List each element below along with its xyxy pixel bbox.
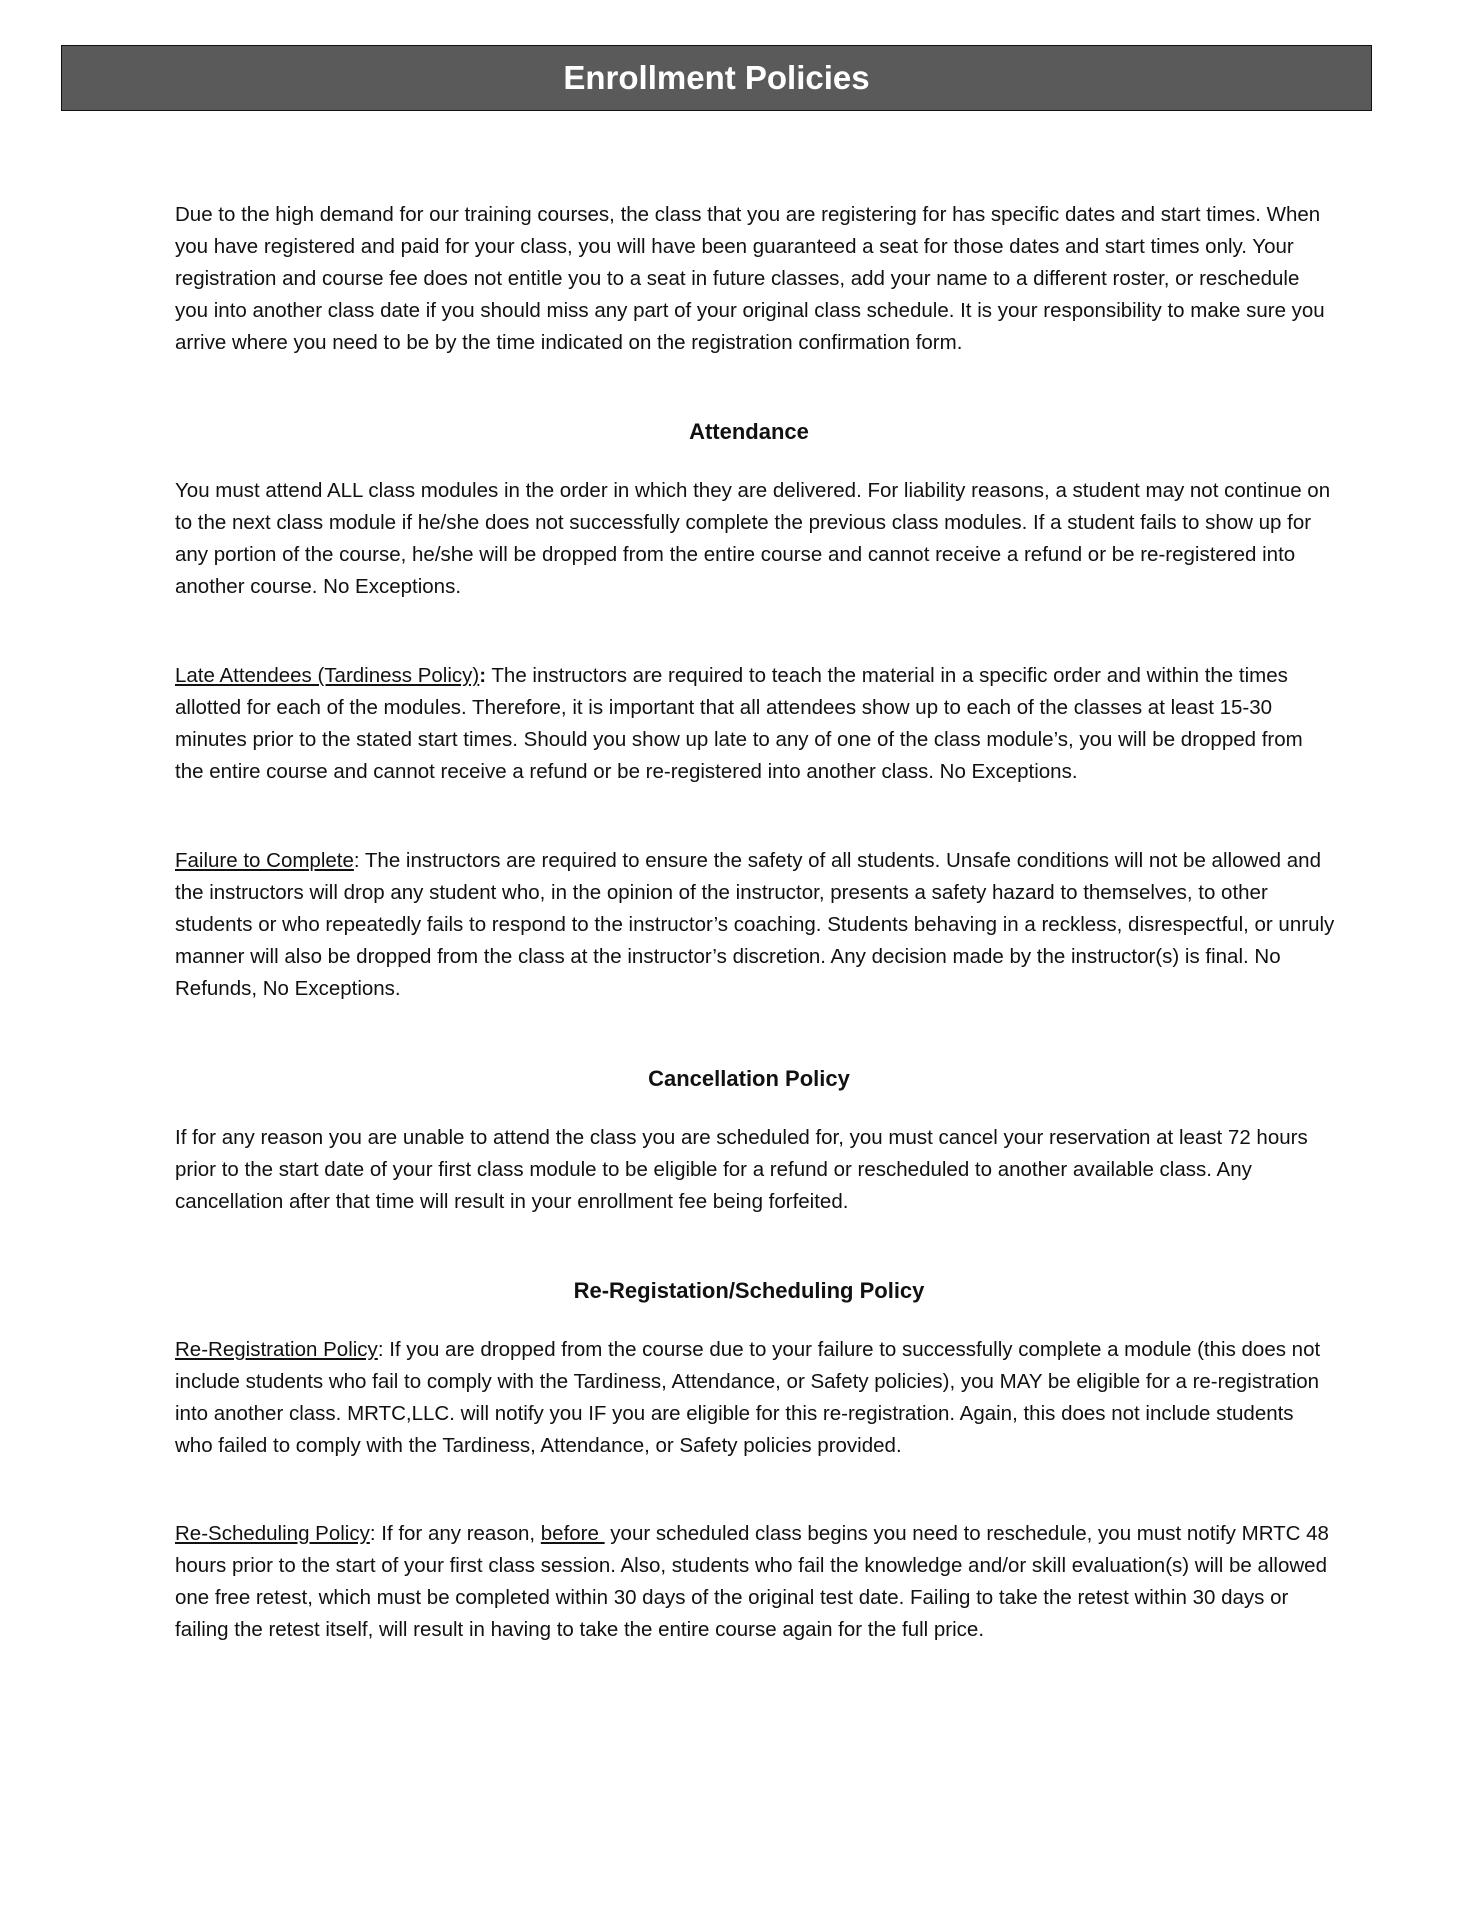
page-title: Enrollment Policies	[563, 59, 870, 96]
title-banner	[61, 45, 1372, 111]
rescheduling-text-2: your scheduled class begins you need to reschedule, you must notify MRTC 48 hours prior to the start of your first class session. Also, students who fail the knowledge and/or skill evaluation(s) will be allowed one free retest, which must be completed within 30 days of the original test date. Failing to take the retest within 30 days or failing the retest itself, will result in having to take the entire course again for the full price.	[175, 1522, 1329, 1641]
colon: :	[479, 664, 487, 687]
cancellation-paragraph: If for any reason you are unable to attend the class you are scheduled for, you must cancel your reservation at least 72 hours prior to the start date of your first class module to be eligible for a refund or rescheduled to another available class. Any cancellation after that time will result in your enrollment fee being forfeited.	[175, 1126, 1308, 1213]
rescheduling-paragraph	[175, 1518, 1335, 1646]
rescheduling-text-1: : If for any reason,	[369, 1522, 541, 1545]
intro-paragraph: Due to the high demand for our training courses, the class that you are registering for has specific dates and start times. When you have registered and paid for your class, you will have been guaranteed a seat for those dates and start times only. Your registration and course fee does not entitle you to a seat in future classes, add your name to a different roster, or reschedule you into another class date if you should miss any part of your original class schedule. It is your responsibility to make sure you arrive where you need to be by the time indicated on the registration confirmation form.	[175, 203, 1325, 354]
reregistration-label: Re-Registration Policy	[175, 1338, 378, 1361]
reregistration-heading: Re-Registation/Scheduling Policy	[573, 1278, 925, 1303]
rescheduling-label: Re-Scheduling Policy	[175, 1522, 370, 1545]
late-attendees-label: Late Attendees (Tardiness Policy)	[175, 664, 480, 687]
late-attendees-text: The instructors are required to teach the material in a specific order and within the times allotted for each of the modules. Therefore, it is important that all attendees show up to each of the classes at least 15-30 minutes prior to the stated start times. Should you show up late to any of one of the class module’s, you will be dropped from the entire course and cannot receive a refund or be re-registered into another class. No Exceptions.	[175, 664, 1303, 783]
late-attendees-paragraph	[175, 660, 1335, 788]
cancellation-heading: Cancellation Policy	[648, 1066, 850, 1091]
reregistration-text: : If you are dropped from the course due to your failure to successfully complete a module (this does not include students who fail to comply with the Tardiness, Attendance, or Safety policies), you MAY be eligible for a re-registration into another class. MRTC,LLC. will notify you IF you are eligible for this re-registration. Again, this does not include students who failed to comply with the Tardiness, Attendance, or Safety policies provided.	[175, 1338, 1321, 1457]
attendance-heading: Attendance	[689, 419, 809, 444]
reregistration-paragraph	[175, 1334, 1335, 1462]
attendance-paragraph: You must attend ALL class modules in the order in which they are delivered. For liability reasons, a student may not continue on to the next class module if he/she does not successfully complete the previous class modules. If a student fails to show up for any portion of the course, he/she will be dropped from the entire course and cannot receive a refund or be re-registered into another course. No Exceptions.	[175, 479, 1331, 598]
failure-paragraph	[175, 845, 1335, 1005]
failure-label: Failure to Complete	[175, 849, 354, 872]
before-emphasis: before	[540, 1522, 605, 1545]
failure-text: : The instructors are required to ensure the safety of all students. Unsafe conditions will not be allowed and the instructors will drop any student who, in the opinion of the instructor, presents a safety hazard to themselves, to other students or who repeatedly fails to respond to the instructor’s coaching. Students behaving in a reckless, disrespectful, or unruly manner will also be dropped from the class at the instructor’s discretion. Any decision made by the instructor(s) is final. No Refunds, No Exceptions.	[175, 849, 1335, 1000]
